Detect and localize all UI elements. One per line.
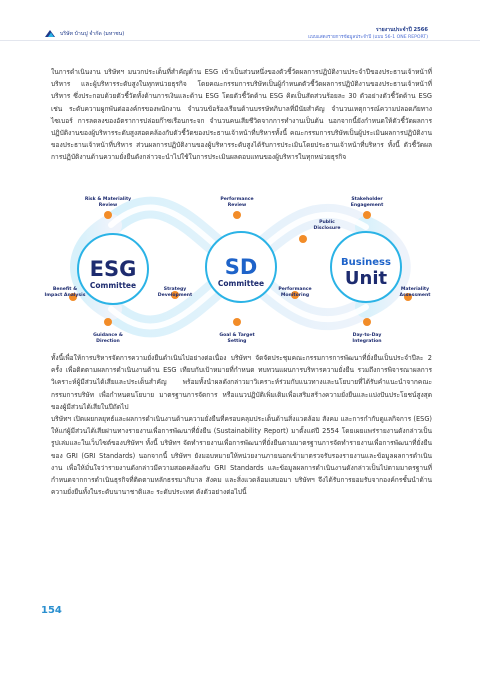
label-benefit-2: Impact Analysis — [44, 293, 86, 298]
node-public-disclosure-dot — [299, 235, 307, 243]
label-strategy-2: Development — [157, 293, 193, 298]
node-goal-dot — [233, 318, 241, 326]
label-public-disclosure-2: Disclosure — [313, 226, 341, 231]
label-integration-2: Integration — [352, 339, 382, 344]
label-performance-review-2: Review — [227, 203, 247, 208]
label-integration-1: Day-to-Day — [352, 333, 382, 338]
label-goal-2: Setting — [227, 339, 247, 344]
paragraph-esg-kpi: ในการดำเนินงาน บริษัทฯ มนวกประเด็นที่สำคัญด้าน ESG เข้าเป็นส่วนหนึ่งของตัวชี้วัดผลการปฏิบัติงานประจำปีของประธานเจ้าหน้าที่บริหาร และผู้บริหารระดับสูงในทุกหน่วยธุรกิจ โดยคณะกรรมการบริษัทเป็นผู้กำหนดตัวชี้วัดผลการปฏิบัติงานของประธานเจ้าหน้าที่บริหาร ซึ่งประกอบด้วยตัวชี้วัดทั้งด้านการเงินและด้าน ESG โดยตัวชี้วัดด้าน ESG คิดเป็นสัดส่วนร้อยละ 30 ตัวอย่างตัวชี้วัดด้าน ESG เช่น ระดับความผูกพันต่อองค์กรของพนักงาน จำนวนข้อร้องเรียนด้านบรรษัทภิบาลที่มีนัยสำคัญ จำนวนเหตุการณ์ความปลอดภัยทางไซเบอร์ การลดลงของอัตราการปล่อยก๊าซเรือนกระจก จำนวนคนเสียชีวิตจากการทำงานเป็นต้น นอกจากนี้ยังกำหนดให้ตัวชี้วัดผลการปฏิบัติงานของผู้บริหารระดับสูงสอดคล้องกับตัวชี้วัดของประธานเจ้าหน้าที่บริหารทั้งนี้ คณะกรรมการบริษัทเป็นผู้ประเมินผลการปฏิบัติงานของประธานเจ้าหน้าที่บริหาร ส่วนผลการปฏิบัติงานของผู้บริหารระดับสูงได้รับการประเมินโดยประธานเจ้าหน้าที่บริหาร ทั้งนี้ ตัวชี้วัดผลการปฏิบัติงานด้านความยั่งยืนดังกล่าวจะนำไปใช้ในการประเมินผลตอบแทนของผู้บริหารในทุกหน่วยธุรกิจ — [51, 68, 432, 162]
paragraph-sd-committee: ทั้งนี้เพื่อให้การบริหารจัดการความยั่งยืนดำเนินไปอย่างต่อเนื่อง บริษัทฯ จัดจัดประชุมคณะกรรมการการพัฒนาที่ยั่งยืนเป็นประจำปีละ 2 ครั้ง เพื่อติดตามผลการดำเนินงานด้าน ESG เทียบกับเป้าหมายที่กำหนด ทบทวนแผนการบริหารความยั่งยืน รวมถึงการพิจารณาผลการวิเคราะห์ผู้มีส่วนได้เสียและประเด็นสำคัญ พร้อมทั้งนำผลดังกล่าวมาวิเคราะห์ร่วมกับแนวทางและนโยบายที่ได้รับคำแนะนำจากคณะกรรมการบริษัท เพื่อกำหนดนโยบาย มาตรฐานการจัดการ หรือแนวปฏิบัติเพิ่มเติมเพื่อเสริมสร้างความยั่งยืนและแบ่งปันประโยชน์สูงสุดของผู้มีส่วนได้เสียในปีถัดไป — [51, 354, 432, 411]
node-guidance-dot — [104, 318, 112, 326]
label-guidance-1: Guidance & — [93, 333, 123, 338]
label-benefit-1: Benefit & — [52, 287, 78, 292]
sd-committee-label: Committee — [217, 279, 265, 288]
node-performance-review-dot — [233, 211, 241, 219]
node-integration-dot — [363, 318, 371, 326]
banpu-logo-icon — [44, 29, 56, 39]
label-performance-review-1: Performance — [220, 197, 254, 202]
node-risk-dot — [104, 211, 112, 219]
esg-committee-hub — [78, 234, 148, 304]
page-header — [0, 0, 480, 41]
label-stakeholder-1: Stakeholder — [351, 197, 383, 202]
esg-label: ESG — [89, 257, 137, 281]
label-guidance-2: Direction — [96, 339, 120, 344]
unit-label: Unit — [344, 268, 388, 289]
label-public-disclosure-1: Public — [319, 220, 335, 225]
label-risk-1: Risk & Materiality — [84, 197, 132, 202]
label-stakeholder-2: Engagement — [350, 203, 384, 208]
node-stakeholder-dot — [363, 211, 371, 219]
label-goal-1: Goal & Target — [219, 333, 255, 338]
label-strategy-1: Strategy — [163, 287, 187, 292]
sd-label: SD — [224, 255, 258, 279]
label-materiality-1: Materiality — [400, 287, 430, 292]
company-name: บริษัท บ้านปู จำกัด (มหาชน) — [60, 31, 125, 37]
label-materiality-2: Assessment — [399, 293, 431, 298]
report-title — [308, 27, 428, 41]
label-monitoring-2: Monitoring — [280, 293, 310, 298]
page-number: 154 — [41, 605, 62, 616]
label-risk-2: Review — [98, 203, 118, 208]
business-unit-hub — [331, 232, 401, 302]
paragraph-sustainability-report: บริษัทฯ เปิดเผยกลยุทธ์และผลการดำเนินงานด้านความยั่งยืนที่ครอบคลุมประเด็นด้านสิ่งแวดล้อม สังคม และการกำกับดูแลกิจการ (ESG) ให้แก่ผู้มีส่วนได้เสียผ่านทางรายงานเพื่อการพัฒนาที่ยั่งยืน (Sustainability Report) มาตั้งแต่ปี 2554 โดยเผยแพร่รายงานดังกล่าวเป็นรูปเล่มและในเว็บไซต์ของบริษัทฯ ทั้งนี้ บริษัทฯ จัดทำรายงานเพื่อการพัฒนาที่ยั่งยืนตามมาตรฐานการจัดทำรายงานเพื่อการพัฒนาที่ยั่งยืนของ GRI (GRI Standards) นอกจากนี้ บริษัทฯ ยังมอบหมายให้หน่วยงานภายนอกเข้ามาตรวจรับรองรายงานและข้อมูลผลการดำเนินงาน เพื่อให้มั่นใจว่ารายงานดังกล่าวมีความสอดคล้องกับ GRI Standards และข้อมูลผลการดำเนินงานดังกล่าวเป็นไปตามมาตรฐานที่กำหนดจากการดำเนินธุรกิจที่ติดตามหลักธรรมาภิบาล สังคม และสิ่งแวดล้อมเสมอมา บริษัทฯ จึงได้รับการยอมรับจากองค์กรชั้นนำด้านความยั่งยืนทั้งในระดับนานาชาติและ ระดับประเทศ ดังตัวอย่างต่อไปนี้ — [51, 415, 432, 497]
sd-committee-hub — [206, 232, 276, 302]
report-title-line2: แบบแสดงรายการข้อมูลประจำปี (แบบ 56-1 ONE REPORT) — [308, 35, 428, 40]
governance-process-diagram — [44, 187, 436, 357]
label-monitoring-1: Performance — [278, 287, 312, 292]
business-label: Business — [341, 257, 391, 268]
esg-committee-label: Committee — [89, 281, 137, 290]
report-title-line1: รายงานประจำปี 2566 — [375, 27, 428, 33]
